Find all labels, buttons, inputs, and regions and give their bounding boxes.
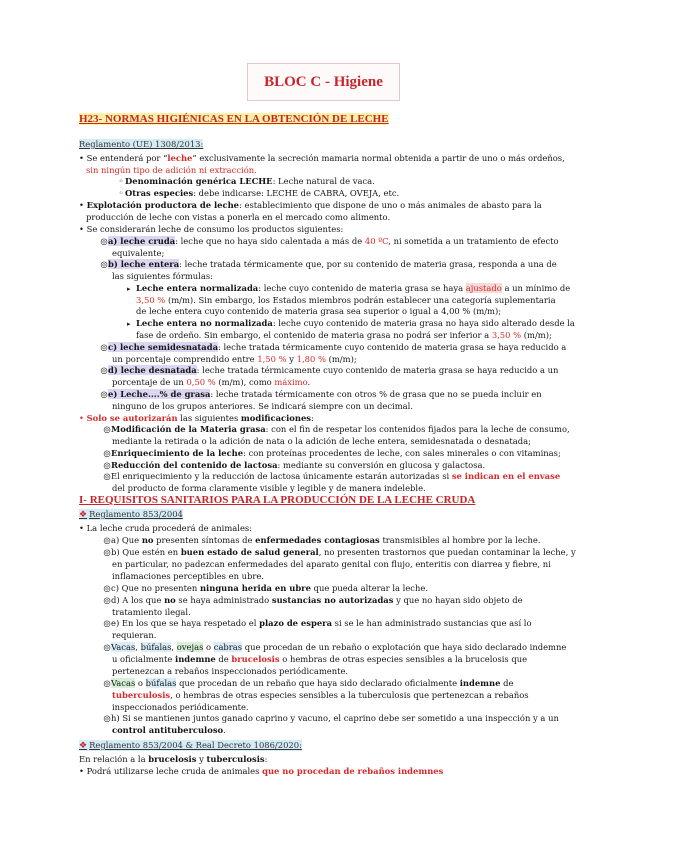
section1-line: ◎El enriquecimiento y la reducción de lactosa únicamente estarán autorizadas si se indican en el envase: [103, 471, 561, 481]
bullet-icon: ◎: [103, 424, 111, 434]
reglamento-853: ❖ Reglamento 853/2004: [79, 509, 183, 520]
section2-line: ◎c) Que no presenten ninguna herida en ubre que pueda alterar la leche.: [103, 583, 429, 593]
section2-line: control antituberculoso.: [112, 725, 226, 735]
section1-line: ◎b) leche entera: leche tratada térmicamente que, por su contenido de materia grasa, responda a una de: [100, 259, 557, 269]
section2-line: tratamiento ilegal.: [112, 607, 191, 617]
bullet-icon: ◎: [103, 460, 111, 470]
section2-line: u oficialmente indemne de brucelosis o hembras de otras especies sensibles a la brucelosis que: [112, 654, 528, 664]
bullet-icon: ◎: [100, 365, 108, 375]
section1-line: un porcentaje comprendido entre 1,50 % y 1,80 % (m/m);: [112, 354, 357, 364]
section1-line: ◦ Otras especies: debe indicarse: LECHE de CABRA, OVEJA, etc.: [118, 188, 400, 198]
section1-line: mediante la retirada o la adición de nata o la adición de leche entera, semidesnatada o desnatada;: [112, 436, 531, 446]
bullet-icon: ◎: [103, 595, 111, 605]
bullet-icon: ◎: [103, 583, 111, 593]
bullet-icon: ◎: [100, 389, 108, 399]
section1-line: ◎Enriquecimiento de la leche: con proteínas procedentes de leche, con sales minerales o con vitaminas;: [103, 448, 561, 458]
section2-line: requieran.: [112, 630, 157, 640]
section2-line: pertenezcan a rebaños inspeccionados periódicamente.: [112, 666, 349, 676]
section2-line: inspeccionados periódicamente.: [112, 702, 249, 712]
bullet-icon: ◦: [118, 176, 124, 186]
bullet-icon: ◎: [103, 448, 111, 458]
section1-line: ◎c) leche semidesnatada: leche tratada térmicamente cuyo contenido de materia grasa se haya reducido a: [100, 342, 567, 352]
arrow-bullet-icon: ▸: [127, 285, 131, 293]
arrow-bullet-icon: ▸: [127, 320, 131, 328]
section2-line: ◎d) A los que no se haya administrado sustancias no autorizadas y que no hayan sido objeto de: [103, 595, 523, 605]
section2-line: inflamaciones perceptibles en ubre.: [112, 571, 265, 581]
bullet-icon: ◎: [103, 547, 111, 557]
section2-line: tuberculosis, o hembras de otras especies sensibles a la tuberculosis que pertenezcan a rebaños: [112, 690, 529, 700]
section1-line: de leche entera cuyo contenido de materia grasa sea superior o igual a 4,00 % (m/m);: [136, 306, 502, 316]
section1-line: las siguientes fórmulas:: [112, 271, 213, 281]
bullet-icon: ◎: [103, 678, 111, 688]
section2-line: ◎a) Que no presenten síntomas de enfermedades contagiosas transmisibles al hombre por la leche.: [103, 535, 541, 545]
bullet-icon: ◎: [103, 535, 111, 545]
bullet-icon: ◦: [118, 188, 124, 198]
bullet-icon: ◎: [103, 642, 111, 652]
section1-line: sin ningún tipo de adición ni extracción.: [86, 165, 257, 175]
section1-line: ▸ Leche entera no normalizada: leche cuyo contenido de materia grasa no haya sido alterado desde la: [127, 318, 575, 328]
section3-line: • Podrá utilizarse leche cruda de animales que no procedan de rebaños indemnes: [79, 766, 444, 776]
section2-line: ◎b) Que estén en buen estado de salud general, no presenten trastornos que puedan contaminar la leche, y: [103, 547, 576, 557]
bullet-icon: ◎: [100, 259, 108, 269]
section1-line: ◎a) leche cruda: leche que no haya sido calentada a más de 40 ºC, ni sometida a un tratamiento de efecto: [100, 236, 559, 246]
bullet-icon: ◎: [103, 471, 111, 481]
reglamento-1308: Reglamento (UE) 1308/2013:: [79, 139, 204, 149]
bullet-icon: ◎: [103, 713, 111, 723]
section1-line: 3,50 % (m/m). Sin embargo, los Estados miembros podrán establecer una categoría suplementaria: [136, 295, 556, 305]
section2-line: en particular, no padezcan enfermedades del aparato genital con flujo, enteritis con diarrea y fiebre, ni: [112, 559, 551, 569]
section1-line: ◎e) Leche....% de grasa: leche tratada térmicamente con otros % de grasa que no se pueda incluir en: [100, 389, 542, 399]
section1-line: ◎d) leche desnatada: leche tratada térmicamente cuyo contenido de materia grasa se haya reducido a un: [100, 365, 559, 375]
section1-line: ◎Reducción del contenido de lactosa: mediante su conversión en glucosa y galactosa.: [103, 460, 486, 470]
bullet-icon: ◎: [100, 236, 108, 246]
section2-line: ◎Vacas o búfalas que procedan de un rebaño que haya sido declarado oficialmente indemne de: [103, 678, 514, 688]
section1-line: ◦ Denominación genérica LECHE: Leche natural de vaca.: [118, 176, 375, 186]
section1-line: • Se considerarán leche de consumo los productos siguientes:: [79, 224, 344, 234]
section1-line: • Explotación productora de leche: establecimiento que dispone de uno o más animales de abasto para la: [79, 200, 542, 210]
section2-line: ◎e) En los que se haya respetado el plazo de espera si se le han administrado sustancias que así lo: [103, 618, 532, 628]
section-heading-h23: H23- NORMAS HIGIÉNICAS EN LA OBTENCIÓN DE LECHE: [79, 113, 389, 125]
section3-line: En relación a la brucelosis y tuberculosis:: [79, 754, 268, 764]
reglamento-853-rd1086: ❖ Reglamento 853/2004 & Real Decreto 1086/2020:: [79, 740, 302, 751]
section1-line: fase de ordeño. Sin embargo, el contenido de materia grasa no podrá ser inferior a 3,50 % (m/m);: [136, 330, 552, 340]
section1-line: porcentaje de un 0,50 % (m/m), como máximo.: [112, 377, 311, 387]
section1-line: • Se entenderá por “leche” exclusivamente la secreción mamaria normal obtenida a partir de uno o más ordeños,: [79, 153, 565, 163]
section1-line: • Solo se autorizarán las siguientes modificaciones:: [79, 413, 314, 423]
section1-line: producción de leche con vistas a ponerla en el mercado como alimento.: [86, 212, 391, 222]
section2-line: • La leche cruda procederá de animales:: [79, 523, 253, 533]
section1-line: del producto de forma claramente visible y legible y de manera indeleble.: [112, 483, 426, 493]
bullet-icon: ◎: [103, 618, 111, 628]
section1-line: equivalente;: [112, 248, 165, 258]
section1-line: ◎Modificación de la Materia grasa: con el fin de respetar los contenidos fijados para la leche de consumo,: [103, 424, 570, 434]
page-title: BLOC C - Higiene: [247, 63, 400, 101]
section2-line: ◎Vacas, búfalas, ovejas o cabras que procedan de un rebaño o explotación que haya sido declarado indemne: [103, 642, 567, 652]
section-heading-requisitos: I- REQUISITOS SANITARIOS PARA LA PRODUCCIÓN DE LA LECHE CRUDA: [79, 494, 476, 506]
section1-line: ▸ Leche entera normalizada: leche cuyo contenido de materia grasa se haya ajustado a un mínimo de: [127, 283, 571, 293]
section1-line: ninguno de los grupos anteriores. Se indicará siempre con un decimal.: [112, 401, 413, 411]
section2-line: ◎h) Si se mantienen juntos ganado caprino y vacuno, el caprino debe ser sometido a una inspección y a un: [103, 713, 559, 723]
bullet-icon: ◎: [100, 342, 108, 352]
